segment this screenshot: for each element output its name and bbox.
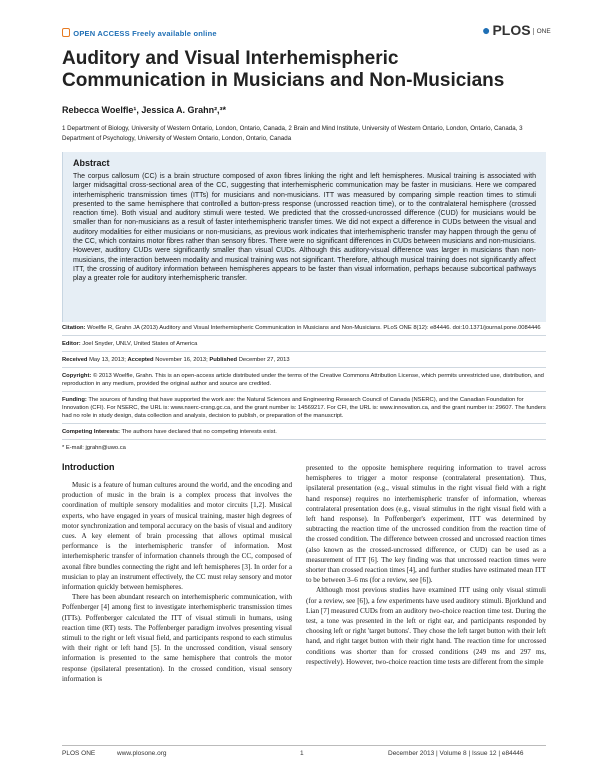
- competing-text: The authors have declared that no competing interests exist.: [121, 429, 277, 435]
- introduction-section: [62, 462, 292, 684]
- paragraph: presented to the opposite hemisphere requiring information to travel across hemispheres to trigger a motor response (contralateral presentation). Thus, ipsilateral presentation (e.g., visual stimulus in the right visual field with a right hand response) requires no interhemispheric transfer of information, whereas contralateral presentation does (e.g., visual stimulus in the right visual field with a left hand response). In Poffenberger's experiment, ITT was determined by subtracting the reaction time of the uncrossed condition from the reaction time of the crossed condition. The difference between crossed and uncrossed reaction times (also known as the crossed-uncrossed difference, or CUD) can be used as a measurement of ITT [6]. The key finding was that uncrossed reaction times were shorter than crossed reaction times [4], and further studies have estimated mean ITT to be between 3–6 ms (for a review, see [6]).: [306, 464, 546, 585]
- open-access-banner: [62, 28, 217, 38]
- footer-url: www.plosone.org: [117, 750, 167, 757]
- copyright-text: © 2013 Woelfle, Grahn. This is an open-access article distributed under the terms of the Creative Commons Attribution License, which permits unrestricted use, distribution, and reproduction in any medium, provided the original author and source are credited.: [62, 373, 544, 387]
- article-title: Auditory and Visual Interhemispheric Communication in Musicians and Non-Musicians: [62, 48, 505, 91]
- editor-text: Joel Snyder, UNLV, United States of America: [82, 341, 198, 347]
- funding-text: The sources of funding that have supported the work are: the Natural Sciences and Engineering Research Council of Canada (NSERC), and the Canadian Foundation for Innovation (CFI). For NSERC, the URL is: www.nserc-crsng.gc.ca, and the grant number is: 14569217. For CFI, the URL is: www.innovation.ca, and the grant number is: 29607. The funders had no role in study design, data collection and analysis, decision to publish, or preparation of the manuscript.: [62, 397, 546, 419]
- journal-logo-text: PLOS: [492, 22, 531, 38]
- paragraph: Music is a feature of human cultures around the world, and the encoding and production of music in the brain is a complex process that involves the coordination of multiple sensory modalities and motor circuits [1,2]. Musical experts, who have engaged in years of musical training, master high degrees of motor synchronization and temporal accuracy on the basis of visual and auditory cues. A key element of brain processing that allows optimal musical performance is the interhemispheric transfer of information. Most interhemispheric transfer of information channels through the CC, composed of axonal fibre bundles connecting the right and left hemispheres [3]. In order for a musician to play an instrument effectively, the CC must relay sensory and motor information quickly between hemispheres.: [62, 481, 292, 592]
- footer-divider: [62, 745, 546, 746]
- journal-logo: [482, 22, 551, 38]
- editor-label: Editor:: [62, 341, 81, 347]
- page-number: 1: [300, 750, 304, 757]
- accepted-date: November 16, 2013;: [155, 357, 208, 363]
- competing-interests: [62, 428, 546, 440]
- funding-label: Funding:: [62, 397, 87, 403]
- paragraph: Although most previous studies have examined ITT using only visual stimuli (for a review, see [6]), a few experiments have used auditory stimuli. Bjorklund and Lian [7] measured CUDs from an auditory two-choice reaction time test. During the test, a tone was presented in the left or right ear, and participants responded by choosing left or right 'target buttons'. They chose the left target button with their left hand, and right target button with their right hand. The reaction time for uncrossed conditions was shorter than for crossed conditions (249 ms and 297 ms, respectively). However, two-choice reaction time tests are different from the simple: [306, 586, 546, 666]
- citation-label: Citation:: [62, 325, 86, 331]
- abstract-box: [62, 152, 546, 322]
- copyright-label: Copyright:: [62, 373, 92, 379]
- author-list: Rebecca Woelfle¹, Jessica A. Grahn²,³*: [62, 105, 227, 115]
- affiliations: 1 Department of Biology, University of Western Ontario, London, Ontario, Canada, 2 Brain and Mind Institute, University of Western Ontario, London, Ontario, Canada, 3 Department of Psychology, University of Western Ontario, London, Ontario, Canada: [62, 125, 523, 142]
- accepted-label: Accepted: [127, 357, 154, 363]
- published-label: Published: [209, 357, 238, 363]
- article-metadata: [62, 324, 546, 459]
- open-access-lock-icon: [62, 28, 70, 37]
- footer-issue: December 2013 | Volume 8 | Issue 12 | e84446: [388, 750, 524, 757]
- competing-label: Competing Interests:: [62, 429, 120, 435]
- email: * E-mail: jgrahn@uwo.ca: [62, 445, 126, 451]
- editor: [62, 340, 546, 352]
- published-date: December 27, 2013: [238, 357, 290, 363]
- received-date: May 13, 2013;: [89, 357, 126, 363]
- plos-logo-dot-icon: ●: [482, 22, 491, 38]
- journal-logo-sub: ONE: [533, 28, 551, 35]
- citation-text: Woelfle R, Grahn JA (2013) Auditory and Visual Interhemispheric Communication in Musicians and Non-Musicians. PLoS ONE 8(12): e84446. doi:10.1371/journal.pone.0084446: [87, 325, 541, 331]
- abstract-text: The corpus callosum (CC) is a brain structure composed of axon fibres linking the right and left hemispheres. Musical training is associated with larger midsagittal cross-sectional area of the CC, suggesting that interhemispheric communication may be faster in musicians. Here we compared interhemispheric transmission times (ITTs) for musicians and non-musicians. ITT was measured by comparing simple reaction times to stimuli presented to the same hemisphere that controlled a button-press response (uncrossed reaction time), or to the contralateral hemisphere (crossed reaction time). Both visual and auditory stimuli were tested. We predicted that the crossed-uncrossed difference (CUD) for musicians would be smaller than for non-musicians as a result of faster interhemispheric transfer times. We did not expect a difference in CUDs between the visual and auditory modalities for either musicians or non-musicians, as previous work indicates that interhemispheric transfer may happen through the genu of the CC, which contains motor fibres rather than sensory fibres. There were no significant differences in CUDs between musicians and non-musicians. However, auditory CUDs were significantly smaller than visual CUDs. Although this auditory-visual difference was larger in musicians than non-musicians, the interaction between modality and musical training was not significant. Therefore, although musical training does not significantly affect ITT, the crossing of auditory information between hemispheres appears to be faster than visual information, perhaps because subcortical pathways play a greater role for auditory interhemispheric transfer.: [73, 173, 536, 283]
- introduction-heading: Introduction: [62, 462, 115, 472]
- paragraph: There has been abundant research on interhemispheric communication, with Poffenberger [4] among first to investigate interhemispheric transmission times (ITTs). Poffenberger calculated the ITT of visual stimuli in humans, using reaction time (RT) tests. The Poffenberger paradigm involves presenting visual stimuli to the right or left visual field, and participants respond to each stimulus with their right or left hand [5]. In the uncrossed condition, visual sensory information is presented to the same hemisphere that controls the motor response (ipsilateral presentation). In the crossed condition, visual sensory information is: [62, 593, 292, 683]
- footer-journal: PLOS ONE: [62, 750, 96, 757]
- citation: [62, 324, 546, 336]
- funding: [62, 396, 546, 424]
- abstract-heading: Abstract: [73, 158, 110, 168]
- right-column: [306, 463, 546, 667]
- copyright: [62, 372, 546, 392]
- open-access-text: OPEN ACCESS Freely available online: [73, 29, 217, 38]
- dates: [62, 356, 546, 368]
- left-column: [62, 480, 292, 684]
- received-label: Received: [62, 357, 88, 363]
